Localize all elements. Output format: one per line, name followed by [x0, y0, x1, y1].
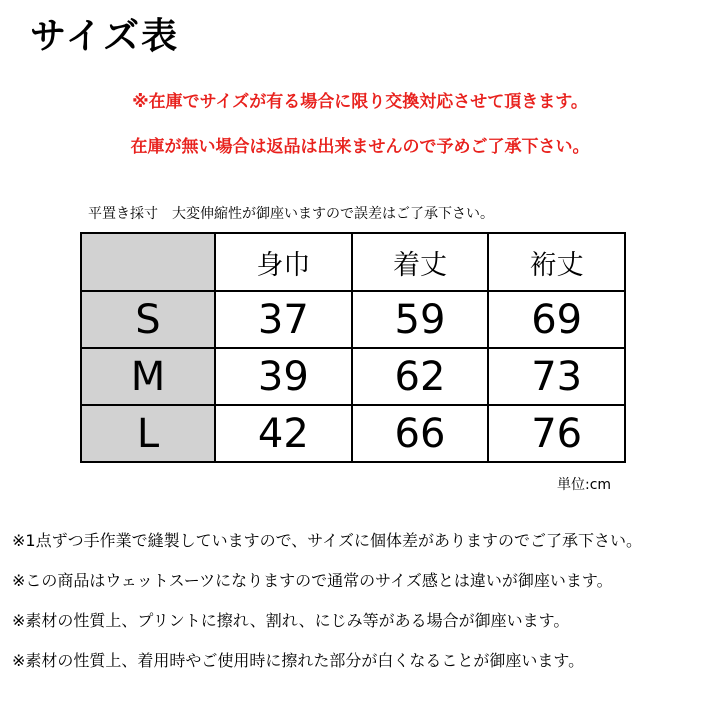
- notes-list: [12, 530, 718, 690]
- size-label-l: L: [81, 405, 215, 462]
- table-header-row: [81, 233, 625, 291]
- note-wetsuit-fit: ※この商品はウェットスーツになりますので通常のサイズ感とは違いが御座います。: [12, 571, 613, 590]
- table-cell: 42: [215, 405, 352, 462]
- note-print-wear: ※素材の性質上、プリントに擦れ、割れ、にじみ等がある場合が御座います。: [12, 611, 570, 630]
- exchange-notice: ※在庫でサイズが有る場合に限り交換対応させて頂きます。: [132, 92, 588, 112]
- table-cell: 73: [488, 348, 625, 405]
- unit-label: 単位:cm: [557, 477, 612, 493]
- column-header-sleeve-length: 裄丈: [488, 233, 625, 291]
- column-header-chest-width: 身巾: [215, 233, 352, 291]
- return-notice: 在庫が無い場合は返品は出来ませんので予めご了承下さい。: [130, 137, 590, 157]
- table-row-s: [81, 291, 625, 348]
- table-cell: 59: [352, 291, 489, 348]
- table-cell: 76: [488, 405, 625, 462]
- table-row-m: [81, 348, 625, 405]
- column-header-body-length: 着丈: [352, 233, 489, 291]
- size-table: [80, 232, 626, 463]
- corner-cell: [81, 233, 215, 291]
- note-handmade: ※1点ずつ手作業で縫製していますので、サイズに個体差がありますのでご了承下さい。: [12, 531, 642, 550]
- measurement-caption: 平置き採寸 大変伸縮性が御座いますので誤差はご了承下さい。: [88, 206, 494, 222]
- size-label-m: M: [81, 348, 215, 405]
- table-cell: 69: [488, 291, 625, 348]
- table-cell: 66: [352, 405, 489, 462]
- table-cell: 37: [215, 291, 352, 348]
- size-label-s: S: [81, 291, 215, 348]
- table-cell: 62: [352, 348, 489, 405]
- table-cell: 39: [215, 348, 352, 405]
- page-title: サイズ表: [30, 16, 180, 57]
- note-fabric-whitening: ※素材の性質上、着用時やご使用時に擦れた部分が白くなることが御座います。: [12, 651, 585, 670]
- table-row-l: [81, 405, 625, 462]
